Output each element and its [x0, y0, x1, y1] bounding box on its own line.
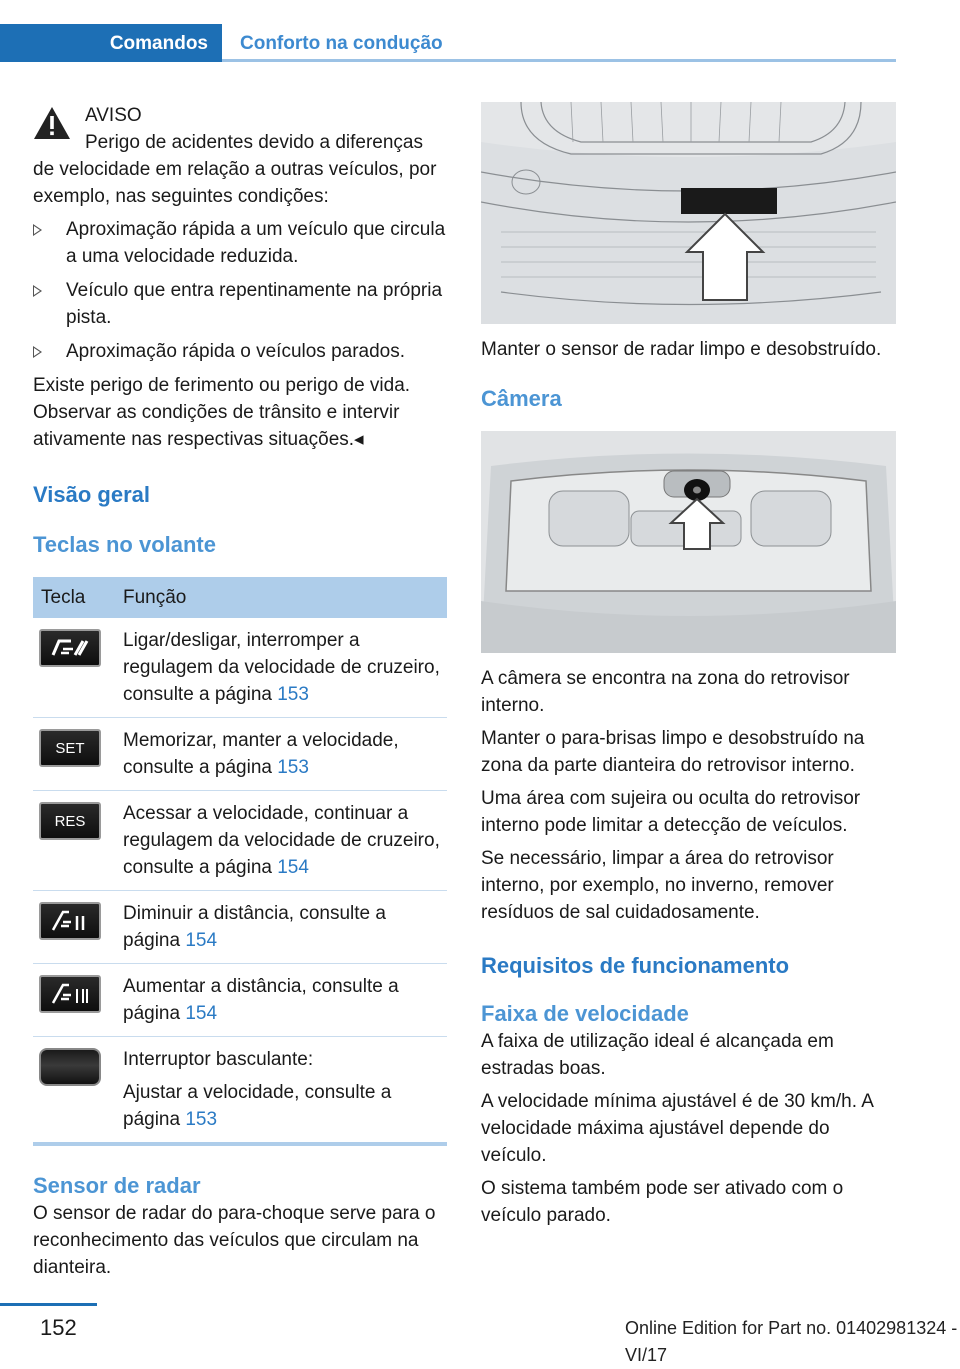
bumper-illustration	[481, 102, 896, 324]
page-link[interactable]: 154	[185, 1003, 218, 1024]
column-header-key: Tecla	[33, 577, 123, 618]
camera-paragraph: Manter o para-brisas limpo e desobstruído na zona da parte dianteira do retrovisor interno.	[481, 728, 865, 776]
radar-sensor-illustration	[481, 102, 896, 324]
tab-comandos[interactable]	[0, 24, 222, 62]
key-label: SET	[55, 739, 85, 757]
bullet-triangle-icon	[33, 224, 42, 236]
list-item	[33, 216, 447, 270]
page-link[interactable]: 154	[277, 857, 309, 878]
radar-caption: Manter o sensor de radar limpo e desobstruído.	[481, 339, 882, 360]
warning-closing: Existe perigo de ferimento ou perigo de vida. Observar as condições de trânsito e intervir ativamente nas respectivas situações.◂	[33, 375, 411, 450]
table-header-row	[33, 577, 447, 618]
footer-rule	[0, 1303, 97, 1306]
warning-first-line: Perigo de acidentes devido a diferenças	[85, 132, 424, 153]
requirements-paragraph: O sistema também pode ser ativado com o veículo parado.	[481, 1178, 844, 1226]
subheading-radar: Sensor de radar	[33, 1173, 201, 1198]
rocker-switch-icon	[39, 1048, 101, 1086]
function-cell	[123, 718, 447, 791]
keys-table	[33, 577, 447, 1146]
function-text-title: Interruptor basculante:	[123, 1049, 314, 1070]
function-cell	[123, 618, 447, 718]
page-link[interactable]: 153	[277, 757, 309, 778]
distance-increase-icon	[39, 975, 101, 1013]
requirements-paragraph: A velocidade mínima ajustável é de 30 km/h. A velocidade máxima ajustável depende do veículo.	[481, 1091, 873, 1166]
function-text: Aumentar a distância, consulte a página	[123, 976, 399, 1024]
page-header	[0, 0, 960, 62]
camera-paragraph: Se necessário, limpar a área do retrovisor interno, por exemplo, no inverno, remover resíduos de sal cuidadosamente.	[481, 848, 834, 923]
function-text: Ligar/desligar, interromper a regulagem da velocidade de cruzeiro, consulte a página	[123, 630, 440, 705]
table-row	[33, 891, 447, 964]
warning-continuation: de velocidade em relação a outras veículos, por exemplo, nas seguintes condições:	[33, 159, 437, 207]
subheading-steering-keys: Teclas no volante	[33, 532, 216, 557]
bullet-text: Veículo que entra repentinamente na própria pista.	[66, 280, 443, 328]
table-row	[33, 718, 447, 791]
function-cell	[123, 791, 447, 891]
requirements-paragraph: A faixa de utilização ideal é alcançada em estradas boas.	[481, 1031, 834, 1079]
bullet-triangle-icon	[33, 285, 42, 297]
warning-title: AVISO	[85, 105, 142, 126]
list-item	[33, 338, 447, 365]
distance-decrease-icon	[39, 902, 101, 940]
warning-triangle-icon	[33, 106, 71, 140]
camera-illustration	[481, 431, 896, 653]
table-row	[33, 618, 447, 718]
header-rule	[222, 59, 896, 62]
tab-conforto-label: Conforto na condução	[240, 32, 443, 54]
function-cell	[123, 1037, 447, 1145]
camera-paragraph: A câmera se encontra na zona do retrovisor interno.	[481, 668, 850, 716]
subheading-speed-range: Faixa de velocidade	[481, 1001, 689, 1026]
bullet-text: Aproximação rápida a um veículo que circula a uma velocidade reduzida.	[66, 219, 446, 267]
tab-conforto[interactable]	[240, 24, 443, 62]
list-item	[33, 277, 447, 331]
section-heading-overview: Visão geral	[33, 482, 150, 507]
column-header-function: Função	[123, 577, 447, 618]
left-column	[33, 102, 447, 1287]
function-text: Diminuir a distância, consulte a página	[123, 903, 386, 951]
warning-block	[33, 102, 447, 453]
tab-comandos-label: Comandos	[109, 32, 208, 54]
page-link[interactable]: 154	[185, 930, 218, 951]
right-column	[481, 102, 896, 1235]
function-cell	[123, 964, 447, 1037]
camera-paragraph: Uma área com sujeira ou oculta do retrovisor interno pode limitar a detecção de veículos.	[481, 788, 861, 836]
subheading-camera: Câmera	[481, 386, 562, 411]
warning-bullet-list	[33, 216, 447, 365]
key-label: RES	[54, 812, 86, 830]
bullet-text: Aproximação rápida o veículos parados.	[66, 341, 406, 362]
function-text: Memorizar, manter a velocidade, consulte a página	[123, 730, 399, 778]
edition-note: Online Edition for Part no. 01402981324 - VI/17	[625, 1318, 958, 1365]
section-heading-requirements: Requisitos de funcionamento	[481, 953, 790, 978]
table-row	[33, 791, 447, 891]
function-text: Ajustar a velocidade, consulte a página	[123, 1082, 392, 1130]
function-cell	[123, 891, 447, 964]
set-key-icon	[39, 729, 101, 767]
table-row	[33, 1037, 447, 1145]
res-key-icon	[39, 802, 101, 840]
radar-text: O sensor de radar do para-choque serve para o reconhecimento das veículos que circulam na dianteira.	[33, 1203, 436, 1278]
table-row	[33, 964, 447, 1037]
cruise-onoff-icon	[39, 629, 101, 667]
bullet-triangle-icon	[33, 346, 42, 358]
windshield-illustration	[481, 431, 896, 653]
page-link[interactable]: 153	[277, 684, 309, 705]
camera-paragraphs	[481, 665, 896, 926]
page-link[interactable]: 153	[185, 1109, 218, 1130]
page-number: 152	[40, 1315, 77, 1340]
function-text: Acessar a velocidade, continuar a regulagem da velocidade de cruzeiro, consulte a página	[123, 803, 440, 878]
